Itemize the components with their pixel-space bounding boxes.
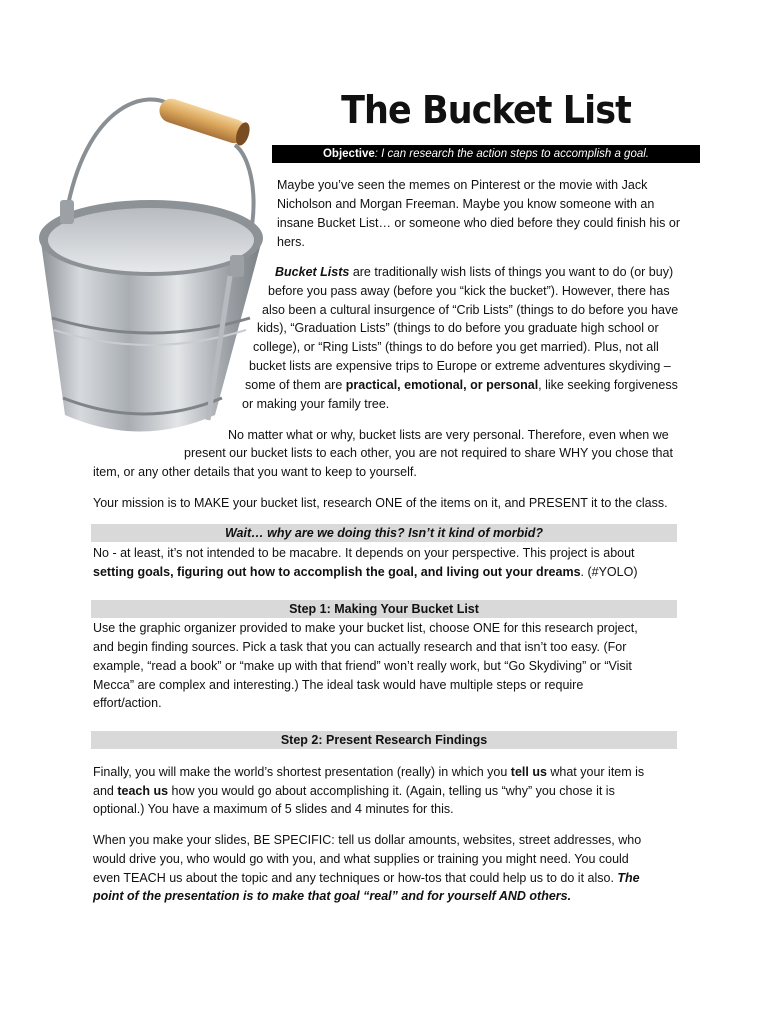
bucket-para-text-7: some of them are xyxy=(245,378,346,392)
intro-line-2: Nicholson and Morgan Freeman. Maybe you know someone with an xyxy=(277,197,655,211)
morbid-bold: setting goals, figuring out how to accomplish the goal, and living out your dreams xyxy=(93,565,581,579)
step2-p2-line-1: When you make your slides, BE SPECIFIC: tell us dollar amounts, websites, street addresses, who xyxy=(93,833,642,847)
bucket-para-bold-7: practical, emotional, or personal xyxy=(345,378,539,392)
bucket-term: Bucket Lists xyxy=(275,265,350,279)
step1-line-4: Mecca” are complex and interesting.) The ideal task would have multiple steps or require xyxy=(93,678,584,692)
bucket-para-line-5: college), or “Ring Lists” (things to do before you get married). Plus, not all xyxy=(253,340,659,354)
objective-text: : I can research the action steps to accomplish a goal. xyxy=(374,148,649,160)
bucket-para-line-6: bucket lists are expensive trips to Europe or extreme adventures skydiving – xyxy=(249,359,671,373)
morbid-line-2 xyxy=(93,563,638,581)
step2-bolditalic-4: point of the presentation is to make that goal “real” and for yourself AND others. xyxy=(93,889,572,903)
page-title: The Bucket List xyxy=(341,88,631,132)
step2-bold-1: tell us xyxy=(510,765,547,779)
step1-heading: Step 1: Making Your Bucket List xyxy=(91,600,677,618)
bucket-para-line-7 xyxy=(245,376,678,394)
step2-p1-line-1 xyxy=(93,763,644,781)
personal-line-1: No matter what or why, bucket lists are very personal. Therefore, even when we xyxy=(228,428,669,442)
bucket-para-text-1: are traditionally wish lists of things you want to do (or buy) xyxy=(349,265,674,279)
bucket-para-line-2: before you pass away (before you “kick the bucket”). However, there has xyxy=(268,284,670,298)
objective-banner xyxy=(272,145,700,163)
step2-bolditalic-3: The xyxy=(617,871,640,885)
bucket-para-line-3: also been a cultural insurgence of “Crib Lists” (things to do before you have xyxy=(262,303,679,317)
step2-p1-line-2 xyxy=(93,782,615,800)
bucket-para-line-4: kids), “Graduation Lists” (things to do before you graduate high school or xyxy=(257,321,659,335)
personal-line-2: present our bucket lists to each other, you are not required to share WHY you chose that xyxy=(184,446,673,460)
step2-text-2a: and xyxy=(93,784,118,798)
step2-text-1a: Finally, you will make the world’s shortest presentation (really) in which you xyxy=(93,765,511,779)
morbid-line-1: No - at least, it’s not intended to be macabre. It depends on your perspective. This project is about xyxy=(93,546,635,560)
step1-line-3: example, “read a book” or “make up with that friend” won’t really work, but “Go Skydiving” or “Visit xyxy=(93,659,632,673)
step2-p1-line-3: optional.) You have a maximum of 5 slides and 4 minutes for this. xyxy=(93,802,454,816)
intro-line-3: insane Bucket List… or someone who died before they could finish his or xyxy=(277,216,681,230)
step2-p2-line-4 xyxy=(93,887,571,905)
morbid-text-2: . (#YOLO) xyxy=(580,565,638,579)
morbid-heading: Wait… why are we doing this? Isn’t it kind of morbid? xyxy=(91,524,677,542)
intro-line-4: hers. xyxy=(277,235,305,249)
intro-line-1: Maybe you’ve seen the memes on Pinterest or the movie with Jack xyxy=(277,178,648,192)
personal-line-3: item, or any other details that you want to keep to yourself. xyxy=(93,465,417,479)
bucket-para-text-7b: , like seeking forgiveness xyxy=(538,378,678,392)
step2-p2-line-3 xyxy=(93,869,640,887)
bucket-para-line-1 xyxy=(275,263,673,281)
step2-text-2b: how you would go about accomplishing it. (Again, telling us “why” you chose it is xyxy=(168,784,615,798)
step1-line-2: and begin finding sources. Pick a task that you can actually research and that isn’t too easy. (For xyxy=(93,640,627,654)
step1-line-1: Use the graphic organizer provided to make your bucket list, choose ONE for this research project, xyxy=(93,621,638,635)
mission-line: Your mission is to MAKE your bucket list, research ONE of the items on it, and PRESENT it to the class. xyxy=(93,496,668,510)
bucket-image xyxy=(30,80,275,445)
step2-text-1b: what your item is xyxy=(546,765,645,779)
objective-label: Objective xyxy=(322,148,375,160)
step2-heading: Step 2: Present Research Findings xyxy=(91,731,677,749)
step2-p2-line-2: would drive you, who would go with you, and what supplies or training you might need. You could xyxy=(93,852,629,866)
step1-line-5: effort/action. xyxy=(93,696,162,710)
bucket-para-line-8: or making your family tree. xyxy=(242,397,390,411)
step2-bold-2: teach us xyxy=(117,784,169,798)
step2-text-3a: even TEACH us about the topic and any techniques or how-tos that could help us to do it also. xyxy=(93,871,618,885)
